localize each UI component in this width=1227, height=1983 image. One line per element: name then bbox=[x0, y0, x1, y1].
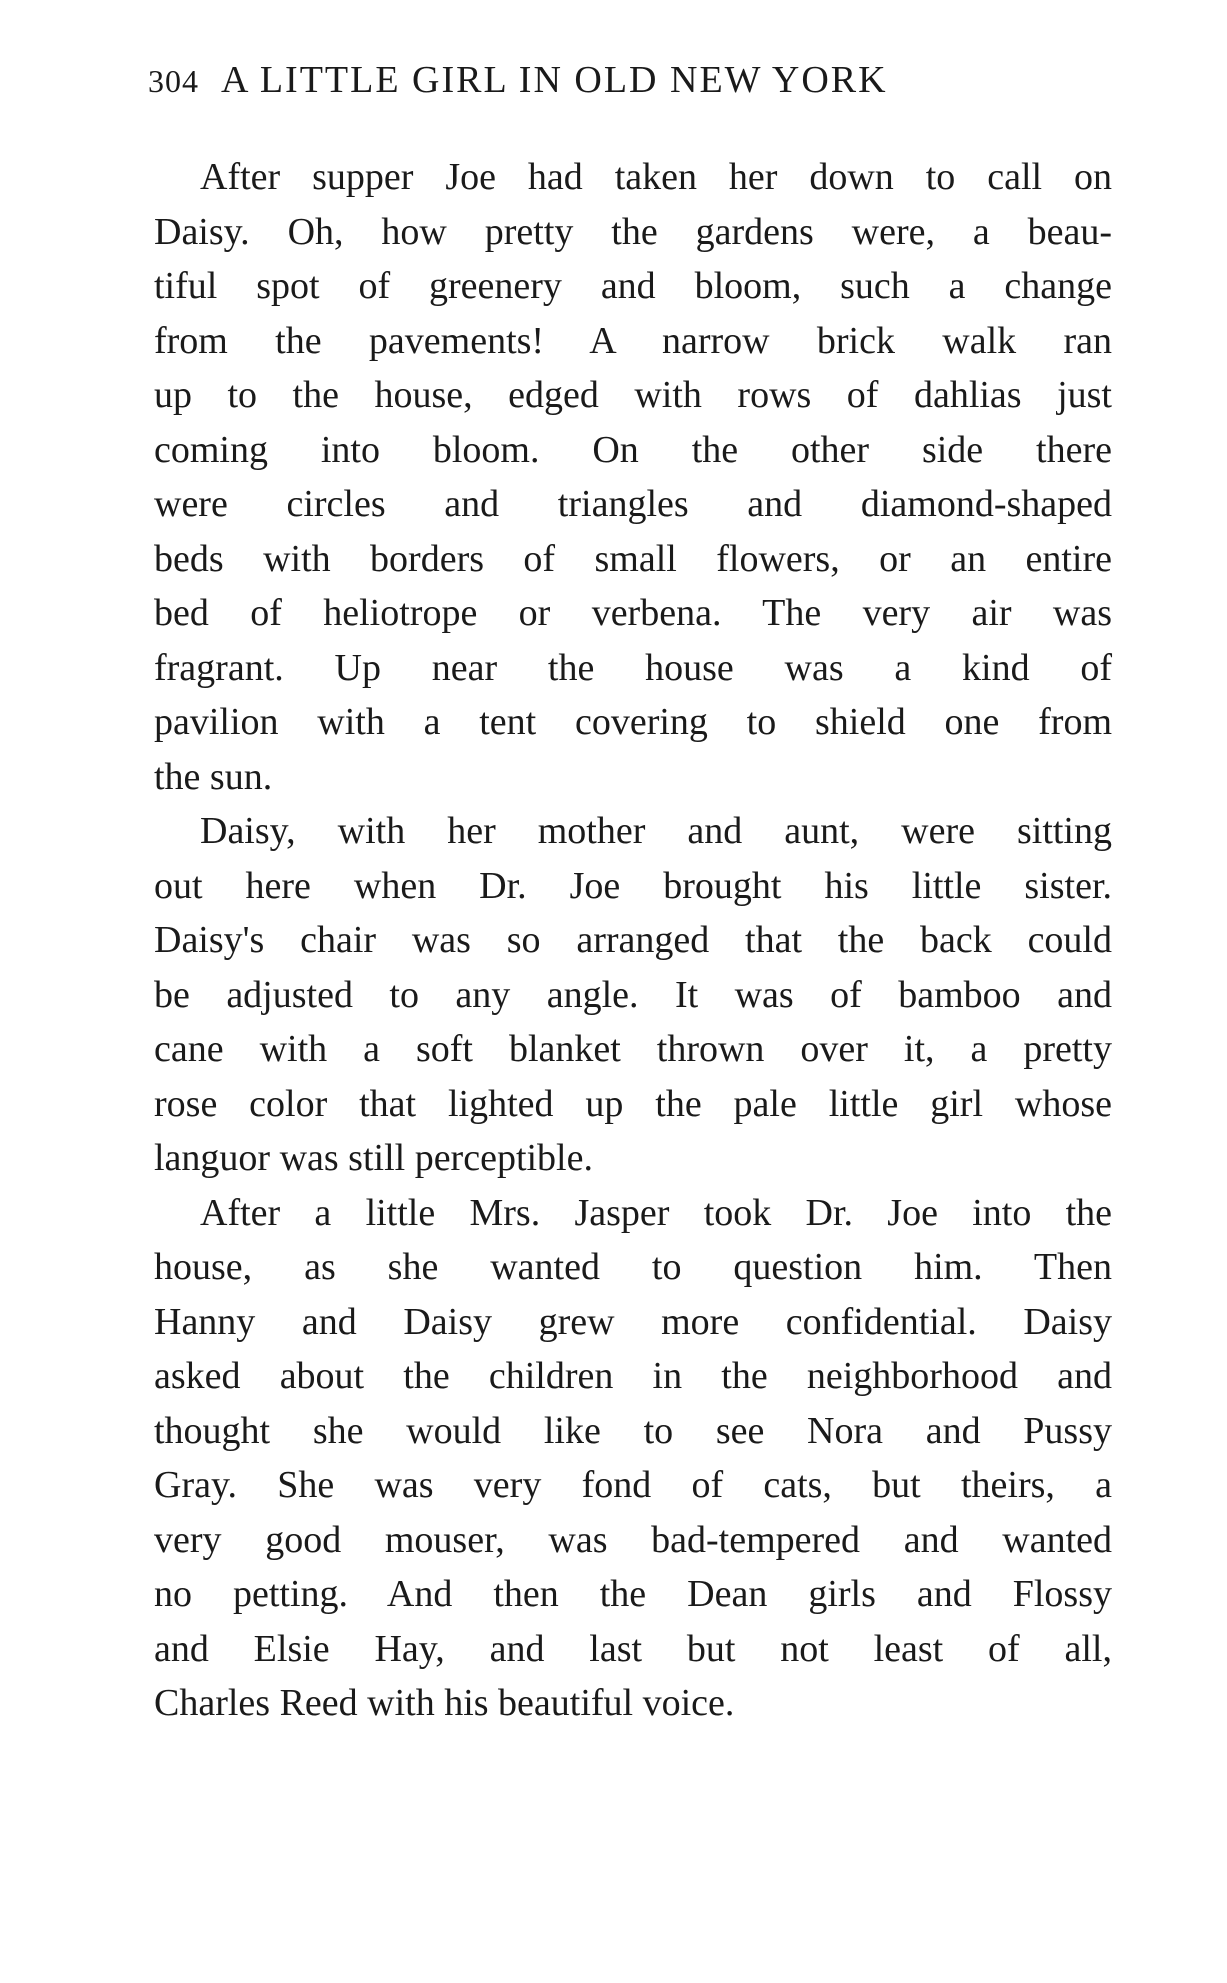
text-line: be adjusted to any angle. It was of bamboo and bbox=[154, 973, 1112, 1016]
text-line: bed of heliotrope or verbena. The very air was bbox=[154, 592, 1112, 634]
text-line: Daisy, with her mother and aunt, were sitting bbox=[200, 810, 1112, 852]
paragraph-2 bbox=[154, 804, 1112, 1186]
running-title: A LITTLE GIRL IN OLD NEW YORK bbox=[221, 59, 888, 101]
page-number: 304 bbox=[148, 63, 199, 99]
text-line: from the pavements! A narrow brick walk ran bbox=[154, 319, 1112, 362]
text-line: out here when Dr. Joe brought his little sister. bbox=[154, 864, 1112, 907]
running-head bbox=[148, 58, 1108, 102]
text-line: very good mouser, was bad-tempered and wanted bbox=[154, 1518, 1112, 1561]
paragraph-3 bbox=[154, 1186, 1112, 1731]
text-line: tiful spot of greenery and bloom, such a change bbox=[154, 265, 1112, 307]
text-line: Hanny and Daisy grew more confidential. Daisy bbox=[154, 1300, 1112, 1343]
text-line: the sun. bbox=[154, 755, 273, 798]
text-line: Gray. She was very fond of cats, but theirs, a bbox=[154, 1464, 1112, 1506]
text-line: cane with a soft blanket thrown over it, a pretty bbox=[154, 1028, 1112, 1070]
body-text bbox=[154, 150, 1112, 1731]
text-line: After a little Mrs. Jasper took Dr. Joe into the bbox=[200, 1191, 1112, 1234]
text-line: pavilion with a tent covering to shield one from bbox=[154, 701, 1112, 743]
text-line: coming into bloom. On the other side there bbox=[154, 428, 1112, 471]
text-line: Daisy. Oh, how pretty the gardens were, a beau- bbox=[154, 210, 1112, 253]
text-line: Daisy's chair was so arranged that the back could bbox=[154, 919, 1112, 961]
text-line: beds with borders of small flowers, or an entire bbox=[154, 537, 1112, 580]
text-line: rose color that lighted up the pale little girl whose bbox=[154, 1082, 1112, 1125]
text-line: house, as she wanted to question him. Then bbox=[154, 1246, 1112, 1288]
text-line: fragrant. Up near the house was a kind of bbox=[154, 646, 1112, 689]
text-line: up to the house, edged with rows of dahlias just bbox=[154, 374, 1112, 416]
text-line: thought she would like to see Nora and Pussy bbox=[154, 1409, 1112, 1452]
text-line: and Elsie Hay, and last but not least of all, bbox=[154, 1627, 1112, 1670]
text-line: After supper Joe had taken her down to call on bbox=[200, 156, 1112, 198]
text-line: were circles and triangles and diamond-shaped bbox=[154, 483, 1112, 525]
text-line: languor was still perceptible. bbox=[154, 1137, 593, 1179]
paragraph-1 bbox=[154, 150, 1112, 804]
text-line: asked about the children in the neighborhood and bbox=[154, 1355, 1112, 1397]
text-line: no petting. And then the Dean girls and Flossy bbox=[154, 1573, 1112, 1615]
text-line: Charles Reed with his beautiful voice. bbox=[154, 1682, 735, 1724]
